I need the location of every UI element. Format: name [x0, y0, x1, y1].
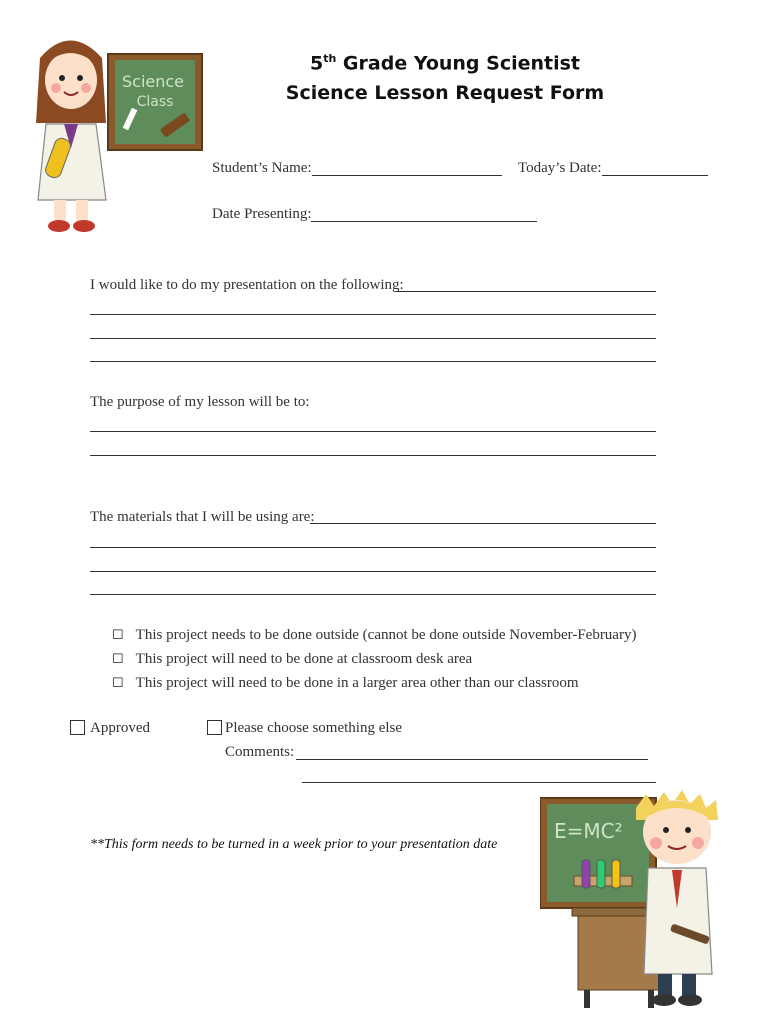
option-label: This project will need to be done in a larger area other than our classroom	[135, 675, 579, 691]
student-name-field[interactable]	[312, 175, 502, 176]
materials-field-line[interactable]	[90, 594, 656, 595]
title-line1-text: Grade Young Scientist	[336, 52, 581, 75]
comments-label: Comments:	[225, 744, 295, 760]
chalk-text-science: Science	[121, 72, 185, 91]
boy-scientist-illustration	[540, 790, 726, 1012]
comments-field-line[interactable]	[296, 759, 648, 760]
option-outside[interactable]	[112, 626, 636, 644]
purpose-prompt: The purpose of my lesson will be to:	[90, 394, 310, 410]
materials-field-line[interactable]	[310, 523, 656, 524]
student-name-label: Student’s Name:	[212, 160, 312, 176]
option-label: This project will need to be done at classroom desk area	[135, 651, 473, 667]
purpose-field-line[interactable]	[90, 431, 656, 432]
option-label: This project needs to be done outside (cannot be done outside November-February)	[135, 627, 637, 643]
todays-date-field[interactable]	[602, 175, 708, 176]
presentation-field-line[interactable]	[90, 314, 656, 315]
presentation-field-line[interactable]	[90, 361, 656, 362]
approved-checkbox[interactable]	[70, 720, 85, 735]
checkbox-icon[interactable]: ☐	[112, 627, 124, 642]
presentation-field-line[interactable]	[90, 338, 656, 339]
option-larger-area[interactable]	[112, 674, 579, 692]
approved-label: Approved	[90, 720, 150, 736]
title-grade-superscript: th	[323, 52, 337, 65]
chalk-formula: E=MC²	[554, 819, 623, 843]
comments-field-line[interactable]	[302, 782, 656, 783]
option-desk-area[interactable]	[112, 650, 472, 668]
todays-date-label: Today’s Date:	[518, 160, 602, 176]
date-presenting-label: Date Presenting:	[212, 206, 312, 222]
checkbox-icon[interactable]: ☐	[112, 651, 124, 666]
materials-prompt: The materials that I will be using are:	[90, 509, 315, 525]
chalk-text-class: Class	[136, 94, 174, 110]
materials-field-line[interactable]	[90, 547, 656, 548]
form-title-line2: Science Lesson Request Form	[285, 82, 605, 104]
date-presenting-field[interactable]	[311, 221, 537, 222]
checkbox-icon[interactable]: ☐	[112, 675, 124, 690]
materials-field-line[interactable]	[90, 571, 656, 572]
form-title-line1	[0, 52, 768, 74]
footer-note: **This form needs to be turned in a week prior to your presentation date	[90, 837, 498, 852]
title-grade-number: 5	[309, 52, 324, 75]
choose-else-label: Please choose something else	[225, 720, 403, 736]
presentation-field-line[interactable]	[395, 291, 656, 292]
presentation-prompt: I would like to do my presentation on the following:	[90, 277, 404, 293]
purpose-field-line[interactable]	[90, 455, 656, 456]
choose-else-checkbox[interactable]	[207, 720, 222, 735]
